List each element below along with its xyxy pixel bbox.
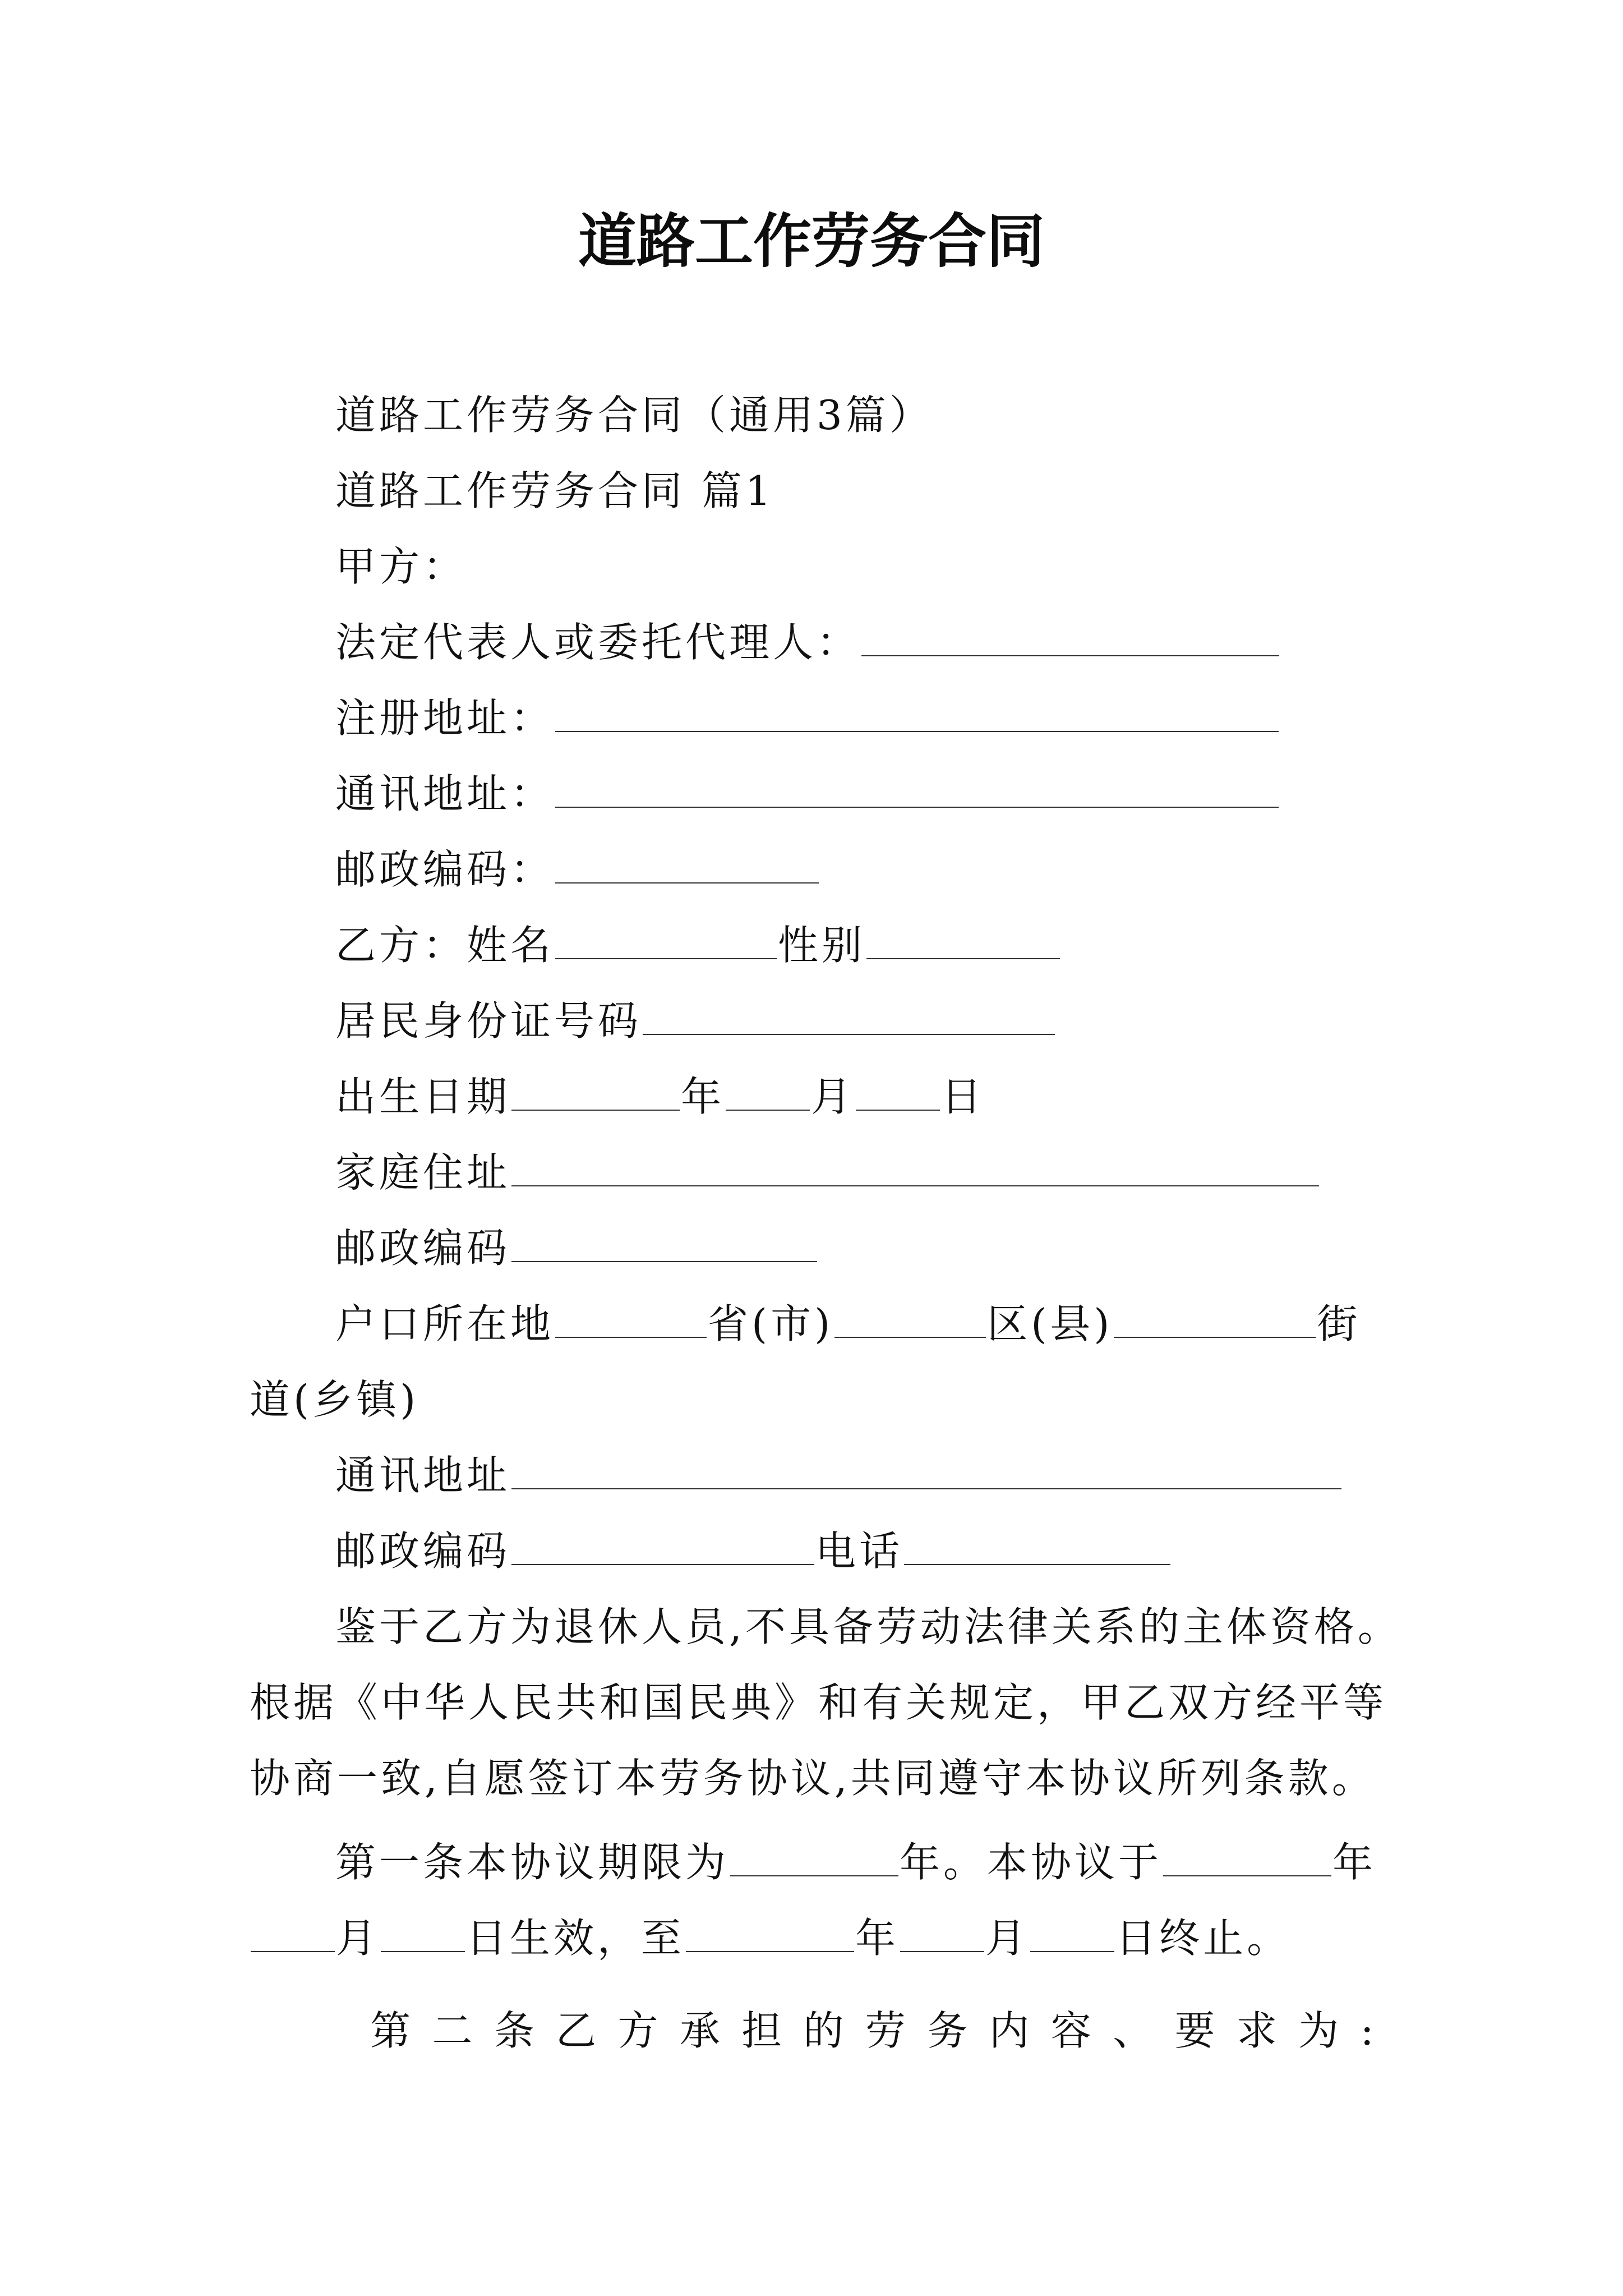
reg-addr-label: 注册地址： — [335, 694, 555, 742]
id-number-blank — [643, 995, 1055, 1035]
hukou-label: 户口所在地 — [335, 1300, 555, 1347]
reg-addr-field — [335, 687, 1280, 749]
article-1-start-month-label: 月 — [336, 1915, 380, 1962]
article-1-from-label: 年。本协议于 — [900, 1839, 1163, 1886]
district-label: 区(县) — [987, 1300, 1113, 1347]
article-2-char: 担 — [741, 2007, 782, 2054]
article-2-char: 条 — [494, 2007, 534, 2054]
birth-date-label: 出生日期 — [335, 1073, 511, 1120]
preamble-line-2: 根据《中华人民共和国民典》和有关规定，甲乙双方经平等 — [250, 1679, 1387, 1726]
birth-month-blank — [726, 1070, 810, 1111]
article-2-char: 方 — [617, 2007, 658, 2054]
postcode-phone-field — [335, 1520, 1172, 1582]
article-1-term-label: 第一条本协议期限为 — [335, 1839, 730, 1886]
hukou-street-blank — [1114, 1297, 1316, 1338]
article-2-char: 内 — [989, 2007, 1030, 2054]
article-2-char: 第 — [370, 2007, 411, 2054]
legal-rep-label: 法定代表人或委托代理人： — [335, 619, 861, 666]
party-b-comm-addr-label: 通讯地址 — [335, 1452, 511, 1499]
street-label-2: 道(乡镇) — [250, 1376, 419, 1423]
article-1-end-month-label: 月 — [985, 1915, 1030, 1962]
party-b-postcode2-blank — [511, 1525, 814, 1565]
comm-addr-label: 通讯地址： — [335, 770, 555, 817]
legal-rep-field — [335, 611, 1280, 673]
hukou-province-blank — [555, 1297, 707, 1338]
party-a-postcode-field — [335, 839, 820, 900]
article-1-end-day-blank — [1030, 1912, 1114, 1952]
page-title: 道路工作劳务合同 — [578, 206, 1045, 275]
birth-date-field — [335, 1066, 985, 1128]
article-1-line-1 — [335, 1832, 1376, 1893]
birth-month-label: 月 — [811, 1073, 855, 1120]
id-number-field — [335, 990, 1056, 1052]
chapter-heading: 道路工作劳务合同 篇1 — [335, 467, 774, 514]
article-1-start-year-label: 年 — [1332, 1839, 1377, 1886]
article-1-end-label: 日终止。 — [1115, 1915, 1291, 1962]
home-addr-label: 家庭住址 — [335, 1149, 511, 1196]
article-1-end-year-label: 年 — [855, 1915, 900, 1962]
party-b-name-label: 乙方：姓名 — [335, 922, 555, 969]
article-1-start-year-blank — [1163, 1836, 1331, 1876]
birth-day-blank — [856, 1070, 940, 1111]
party-b-postcode-blank — [511, 1222, 817, 1262]
party-a-label: 甲方： — [335, 543, 467, 590]
article-2-heading — [370, 2000, 1374, 2062]
article-2-char: 乙 — [556, 2007, 597, 2054]
gender-label: 性别 — [778, 922, 866, 969]
reg-addr-blank — [555, 692, 1279, 732]
comm-addr-field — [335, 763, 1280, 825]
gender-blank — [866, 919, 1060, 959]
article-1-end-month-blank — [900, 1912, 984, 1952]
article-1-effective-label: 日生效，至 — [466, 1915, 685, 1962]
article-1-line-2 — [250, 1907, 1290, 1969]
phone-blank — [904, 1525, 1170, 1565]
home-addr-field — [335, 1142, 1320, 1203]
party-b-postcode2-label: 邮政编码 — [335, 1527, 511, 1575]
article-2-char: 容 — [1050, 2007, 1091, 2054]
article-2-char: 求 — [1236, 2007, 1277, 2054]
street-label-1: 街 — [1317, 1300, 1361, 1347]
party-a-postcode-blank — [555, 843, 819, 884]
article-2-char: : — [1360, 2007, 1374, 2054]
article-2-char: 的 — [803, 2007, 844, 2054]
article-1-end-year-blank — [686, 1912, 854, 1952]
home-addr-blank — [511, 1146, 1319, 1186]
document-subtitle: 道路工作劳务合同（通用3篇） — [335, 392, 933, 439]
article-2-char: 承 — [679, 2007, 720, 2054]
article-1-start-month-blank — [251, 1912, 335, 1952]
birth-year-label: 年 — [681, 1073, 725, 1120]
party-b-name-blank — [555, 919, 777, 959]
legal-rep-blank — [861, 616, 1279, 656]
article-2-char: 劳 — [865, 2007, 906, 2054]
comm-addr-blank — [555, 767, 1279, 808]
province-label: 省(市) — [708, 1300, 834, 1347]
article-2-char: 、 — [1113, 2007, 1154, 2054]
party-b-comm-addr-blank — [511, 1449, 1341, 1489]
birth-year-blank — [511, 1070, 680, 1111]
article-2-char: 为 — [1298, 2007, 1339, 2054]
party-b-postcode-field — [335, 1217, 818, 1279]
article-2-char: 务 — [927, 2007, 968, 2054]
hukou-field — [335, 1293, 1361, 1355]
birth-day-label: 日 — [941, 1073, 985, 1120]
party-b-comm-addr-field — [335, 1444, 1343, 1506]
article-2-char: 要 — [1174, 2007, 1215, 2054]
party-b-name-field — [335, 914, 1061, 976]
party-a-postcode-label: 邮政编码： — [335, 846, 555, 893]
hukou-district-blank — [834, 1297, 986, 1338]
preamble-line-1: 鉴于乙方为退休人员,不具备劳动法律关系的主体资格。 — [335, 1603, 1401, 1650]
preamble-line-3: 协商一致,自愿签订本劳务协议,共同遵守本协议所列条款。 — [250, 1755, 1376, 1802]
id-number-label: 居民身份证号码 — [335, 997, 642, 1045]
phone-label: 电话 — [815, 1527, 903, 1575]
article-1-start-day-blank — [381, 1912, 465, 1952]
article-2-char: 二 — [432, 2007, 473, 2054]
article-1-term-blank — [730, 1836, 898, 1876]
party-b-postcode-label: 邮政编码 — [335, 1225, 511, 1272]
